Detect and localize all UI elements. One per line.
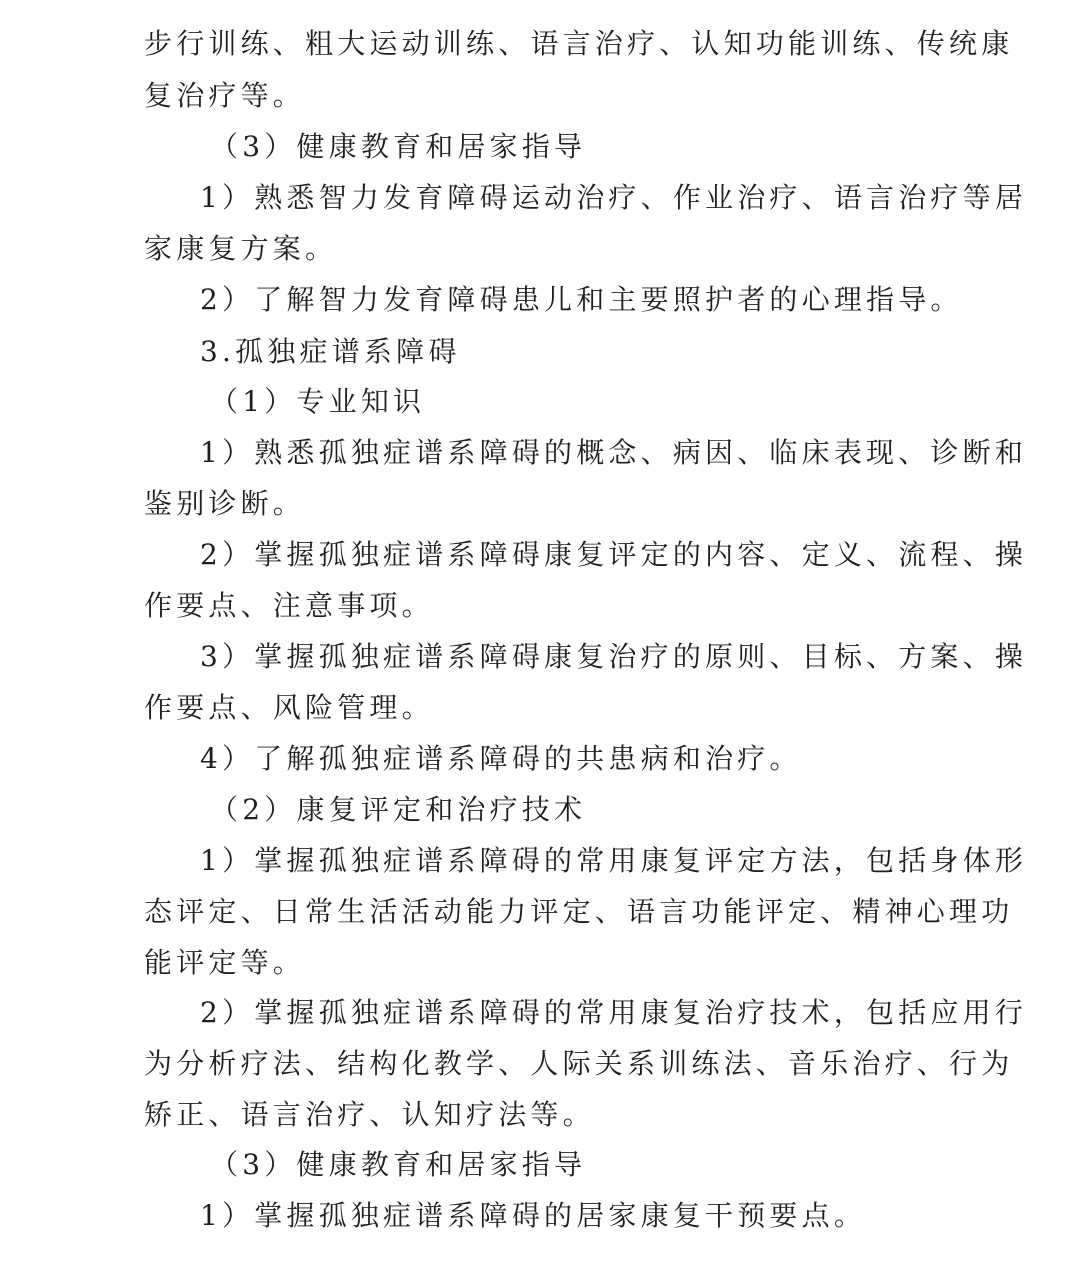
text-line: 2）了解智力发育障碍患儿和主要照护者的心理指导。 xyxy=(200,283,963,316)
text-line: 家康复方案。 xyxy=(144,232,338,265)
text-line: 作要点、注意事项。 xyxy=(144,589,434,622)
text-line: 4）了解孤独症谱系障碍的共患病和治疗。 xyxy=(200,742,802,775)
text-line: 步行训练、粗大运动训练、语言治疗、认知功能训练、传统康 xyxy=(144,27,1014,60)
text-line: 能评定等。 xyxy=(144,946,306,979)
text-line: 复治疗等。 xyxy=(144,79,306,112)
section-heading: （1）专业知识 xyxy=(210,385,426,418)
text-line: 3）掌握孤独症谱系障碍康复治疗的原则、目标、方案、操 xyxy=(200,640,1028,673)
section-heading: 3.孤独症谱系障碍 xyxy=(200,335,461,368)
text-line: 2）掌握孤独症谱系障碍康复评定的内容、定义、流程、操 xyxy=(200,538,1028,571)
text-line: 1）掌握孤独症谱系障碍的常用康复评定方法，包括身体形 xyxy=(200,844,1028,877)
text-line: 1）熟悉孤独症谱系障碍的概念、病因、临床表现、诊断和 xyxy=(200,436,1028,469)
text-line: 态评定、日常生活活动能力评定、语言功能评定、精神心理功 xyxy=(144,895,1014,928)
text-line: 1）掌握孤独症谱系障碍的居家康复干预要点。 xyxy=(200,1199,867,1232)
text-line: 矫正、语言治疗、认知疗法等。 xyxy=(144,1098,595,1131)
section-heading: （3）健康教育和居家指导 xyxy=(210,1148,587,1181)
section-heading: （3）健康教育和居家指导 xyxy=(210,130,587,163)
text-line: 2）掌握孤独症谱系障碍的常用康复治疗技术，包括应用行 xyxy=(200,996,1028,1029)
text-line: 鉴别诊断。 xyxy=(144,487,306,520)
section-heading: （2）康复评定和治疗技术 xyxy=(210,793,587,826)
text-line: 作要点、风险管理。 xyxy=(144,691,434,724)
text-line: 为分析疗法、结构化教学、人际关系训练法、音乐治疗、行为 xyxy=(144,1047,1014,1080)
text-line: 1）熟悉智力发育障碍运动治疗、作业治疗、语言治疗等居 xyxy=(200,181,1028,214)
